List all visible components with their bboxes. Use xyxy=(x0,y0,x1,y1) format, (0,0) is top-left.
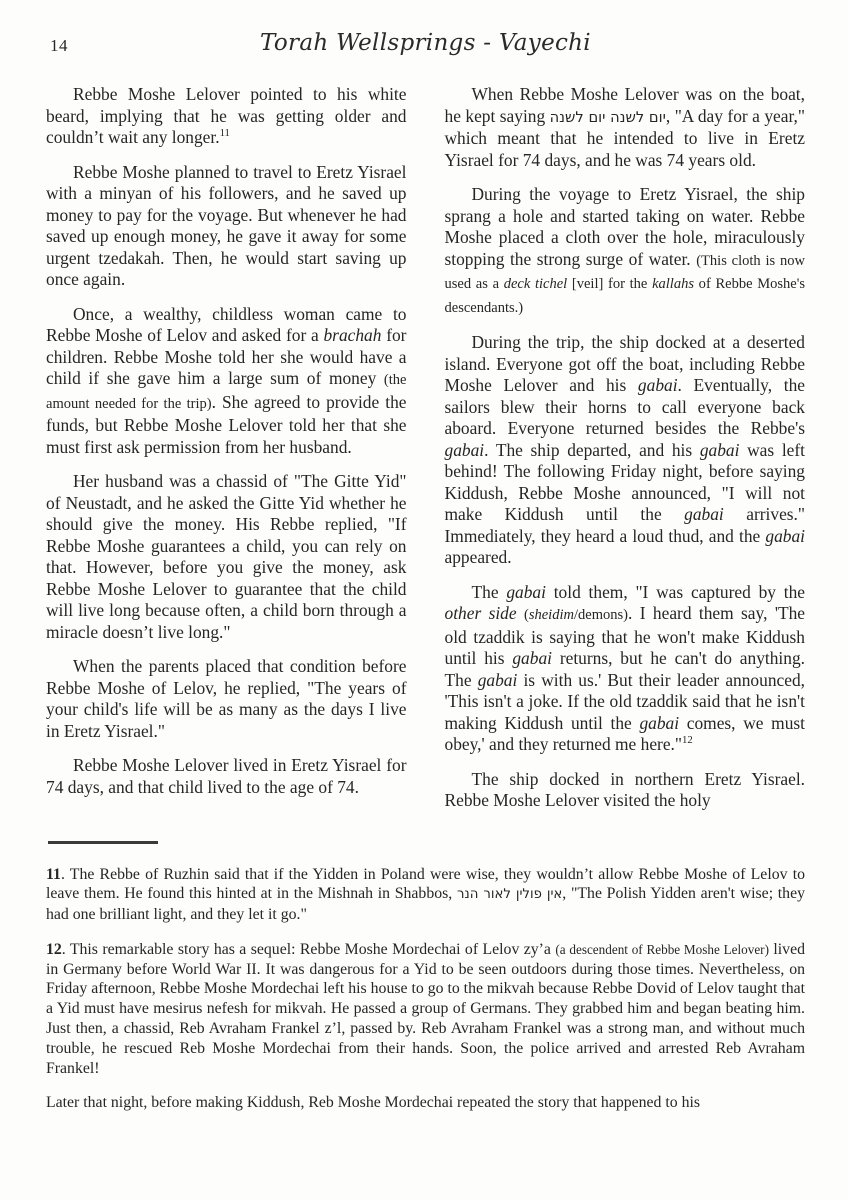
text-segment: comes, we must obey,' and they returned me here." xyxy=(444,712,805,754)
right-column xyxy=(445,84,806,825)
text-segment: gabai xyxy=(765,525,805,546)
body-paragraph xyxy=(445,769,806,812)
text-segment: gabai xyxy=(637,375,678,395)
text-segment: (a descendent of Rebbe Moshe Lelover) xyxy=(555,941,769,957)
page-title: Torah Wellsprings - Vayechi xyxy=(260,30,591,56)
text-segment xyxy=(517,603,524,623)
body-paragraph xyxy=(46,656,407,742)
hebrew-phrase: אין פולין לאור הנר xyxy=(456,887,563,903)
text-segment: gabai xyxy=(444,439,485,460)
text-segment: Rebbe Moshe planned to travel to Eretz Yisrael with a minyan of his followers, and he saved up money to pay for the voyage. But whenever he had saved up enough money, he gave it away for some urgent tzedakah. Then, he would start saving up once again. xyxy=(46,161,407,289)
text-segment: The xyxy=(471,581,507,602)
text-segment: was left behind! The following Friday night, before saying Kiddush, Rebbe Moshe announced, "I will not make Kiddush until the xyxy=(444,439,805,524)
footnote-12 xyxy=(46,940,805,1079)
text-segment: sheidim xyxy=(528,607,574,623)
text-segment: gabai xyxy=(639,712,680,733)
text-segment: During the trip, the ship docked at a deserted island. Everyone got off the boat, including Rebbe Moshe Lelover and his xyxy=(444,332,805,395)
text-segment: gabai xyxy=(699,439,740,460)
text-segment: , "A day for a year," which meant that he intended to live in Eretz Yisrael for 74 days, and he was 74 years old. xyxy=(444,105,805,170)
footnote-12-continued xyxy=(46,1093,805,1113)
text-segment: told them, "I was captured by the xyxy=(545,581,806,602)
text-segment: is with us.' But their leader announced, 'This isn't a joke. If the old tzaddik said that he isn't making Kiddush until the xyxy=(444,669,806,733)
page-number: 14 xyxy=(50,36,68,55)
text-segment: other side xyxy=(444,603,517,623)
text-segment: . She agreed to provide the funds, but Rebbe Moshe Lelover told her that she must first ask permission from her husband. xyxy=(46,391,407,457)
text-segment: (This cloth is now used as a xyxy=(444,252,805,292)
text-segment: During the voyage to Eretz Yisrael, the ship sprang a hole and started taking on water. Rebbe Moshe placed a cloth over the hole, miraculously stopping the strong surge of water. xyxy=(444,184,805,269)
text-segment: . The Rebbe of Ruzhin said that if the Yidden in Poland were wise, they wouldn’t allow Rebbe Moshe of Lelov to leave them. He found this hinted at in the Mishnah in Shabbos, xyxy=(46,865,805,903)
body-paragraph xyxy=(46,755,407,798)
text-segment: lived in Germany before World War II. It was dangerous for a Yid to be seen outdoors during those times. Nevertheless, on Friday afternoon, Rebbe Moshe Mordechai left his house to go to the mikvah because Rebbe Dovid of Lelov taught that a Yid must have mesirus nefesh for mikvah. He passed a group of Germans. They grabbed him and began beating him. Just then, a chassid, Reb Avraham Frankel z’l, passed by. Reb Avraham Frankel was a strong man, and without much trouble, he rescued Reb Moshe Mordechai from their hands. Soon, the police arrived and arrested Reb Avraham Frankel! xyxy=(46,940,805,1077)
text-segment: returns, but he can't do anything. The xyxy=(444,648,805,690)
text-segment: ( xyxy=(523,607,529,623)
text-segment: arrives." Immediately, they heard a loud thud, and the xyxy=(444,504,806,546)
text-segment: The ship docked in northern Eretz Yisrael. Rebbe Moshe Lelover visited the holy xyxy=(444,768,805,810)
text-segment: Later that night, before making Kiddush, Reb Moshe Mordechai repeated the story that happened to his xyxy=(46,1094,701,1112)
footnote-11 xyxy=(46,865,805,925)
text-segment: . The ship departed, and his xyxy=(484,439,700,460)
text-segment: Her husband was a chassid of "The Gitte Yid" of Neustadt, and he asked the Gitte Yid whether he should give the money. His Rebbe replied, "If Rebbe Moshe guarantees a child, you can rely on that. However, before you give the money, ask Rebbe Moshe Lelover to guarantee that the child will live long because often, a child born through a miracle doesn’t live long." xyxy=(46,471,407,642)
text-segment: deck tichel xyxy=(503,276,568,292)
footnote-reference: 12 xyxy=(682,734,693,747)
text-segment: 11 xyxy=(46,865,61,883)
text-segment: (the amount needed for the trip) xyxy=(46,372,407,412)
body-paragraph xyxy=(445,184,806,319)
text-segment: for children. Rebbe Moshe told her she would have a child if she gave him a large sum of money xyxy=(46,325,407,388)
text-segment: gabai xyxy=(512,648,552,668)
body-paragraph xyxy=(445,84,806,171)
text-segment: . Eventually, the sailors blew their horns to call everyone back aboard. Everyone returned besides the Rebbe's xyxy=(444,375,805,438)
text-segment: [veil] for the xyxy=(567,276,653,292)
text-segment: of Rebbe Moshe's descendants.) xyxy=(444,276,806,316)
text-segment: , "The Polish Yidden aren't wise; they had one brilliant light, and they let it go." xyxy=(46,885,805,924)
body-paragraph xyxy=(445,582,806,756)
two-column-body xyxy=(46,84,805,825)
text-segment: gabai xyxy=(506,581,546,602)
footnote-separator xyxy=(48,841,158,844)
body-paragraph xyxy=(445,332,806,569)
text-segment: Once, a wealthy, childless woman came to Rebbe Moshe of Lelov and asked for a xyxy=(46,303,407,345)
body-paragraph xyxy=(46,162,407,291)
text-segment: . This remarkable story has a sequel: Rebbe Moshe Mordechai of Lelov zy’a xyxy=(61,940,556,958)
text-segment: 12 xyxy=(46,940,62,958)
text-segment: When Rebbe Moshe Lelover was on the boat, he kept saying xyxy=(444,84,805,126)
text-segment: When the parents placed that condition before Rebbe Moshe of Lelov, he replied, "The years of your child's life will be as many as the days I live in Eretz Yisrael." xyxy=(46,656,407,741)
text-segment: . I heard them say, 'The old tzaddik is saying that he won't make Kiddush until his xyxy=(444,603,805,668)
text-segment: gabai xyxy=(477,669,518,690)
text-segment: kallahs xyxy=(652,276,694,292)
footnote-reference: 11 xyxy=(219,127,230,140)
text-segment: brachah xyxy=(323,325,382,345)
text-segment: gabai xyxy=(684,504,724,524)
footnotes-section xyxy=(46,841,805,1114)
text-segment: /demons) xyxy=(573,607,629,623)
left-column xyxy=(46,84,407,825)
hebrew-phrase: יום לשנה יום לשנה xyxy=(549,108,666,126)
text-segment: Rebbe Moshe Lelover lived in Eretz Yisrael for 74 days, and that child lived to the age of 74. xyxy=(46,755,407,797)
body-paragraph xyxy=(46,471,407,643)
text-segment: appeared. xyxy=(444,547,512,567)
body-paragraph xyxy=(46,304,407,459)
page-header xyxy=(46,30,805,64)
text-segment: Rebbe Moshe Lelover pointed to his white beard, implying that he was getting older and couldn’t wait any longer. xyxy=(46,84,407,147)
body-paragraph xyxy=(46,84,407,149)
